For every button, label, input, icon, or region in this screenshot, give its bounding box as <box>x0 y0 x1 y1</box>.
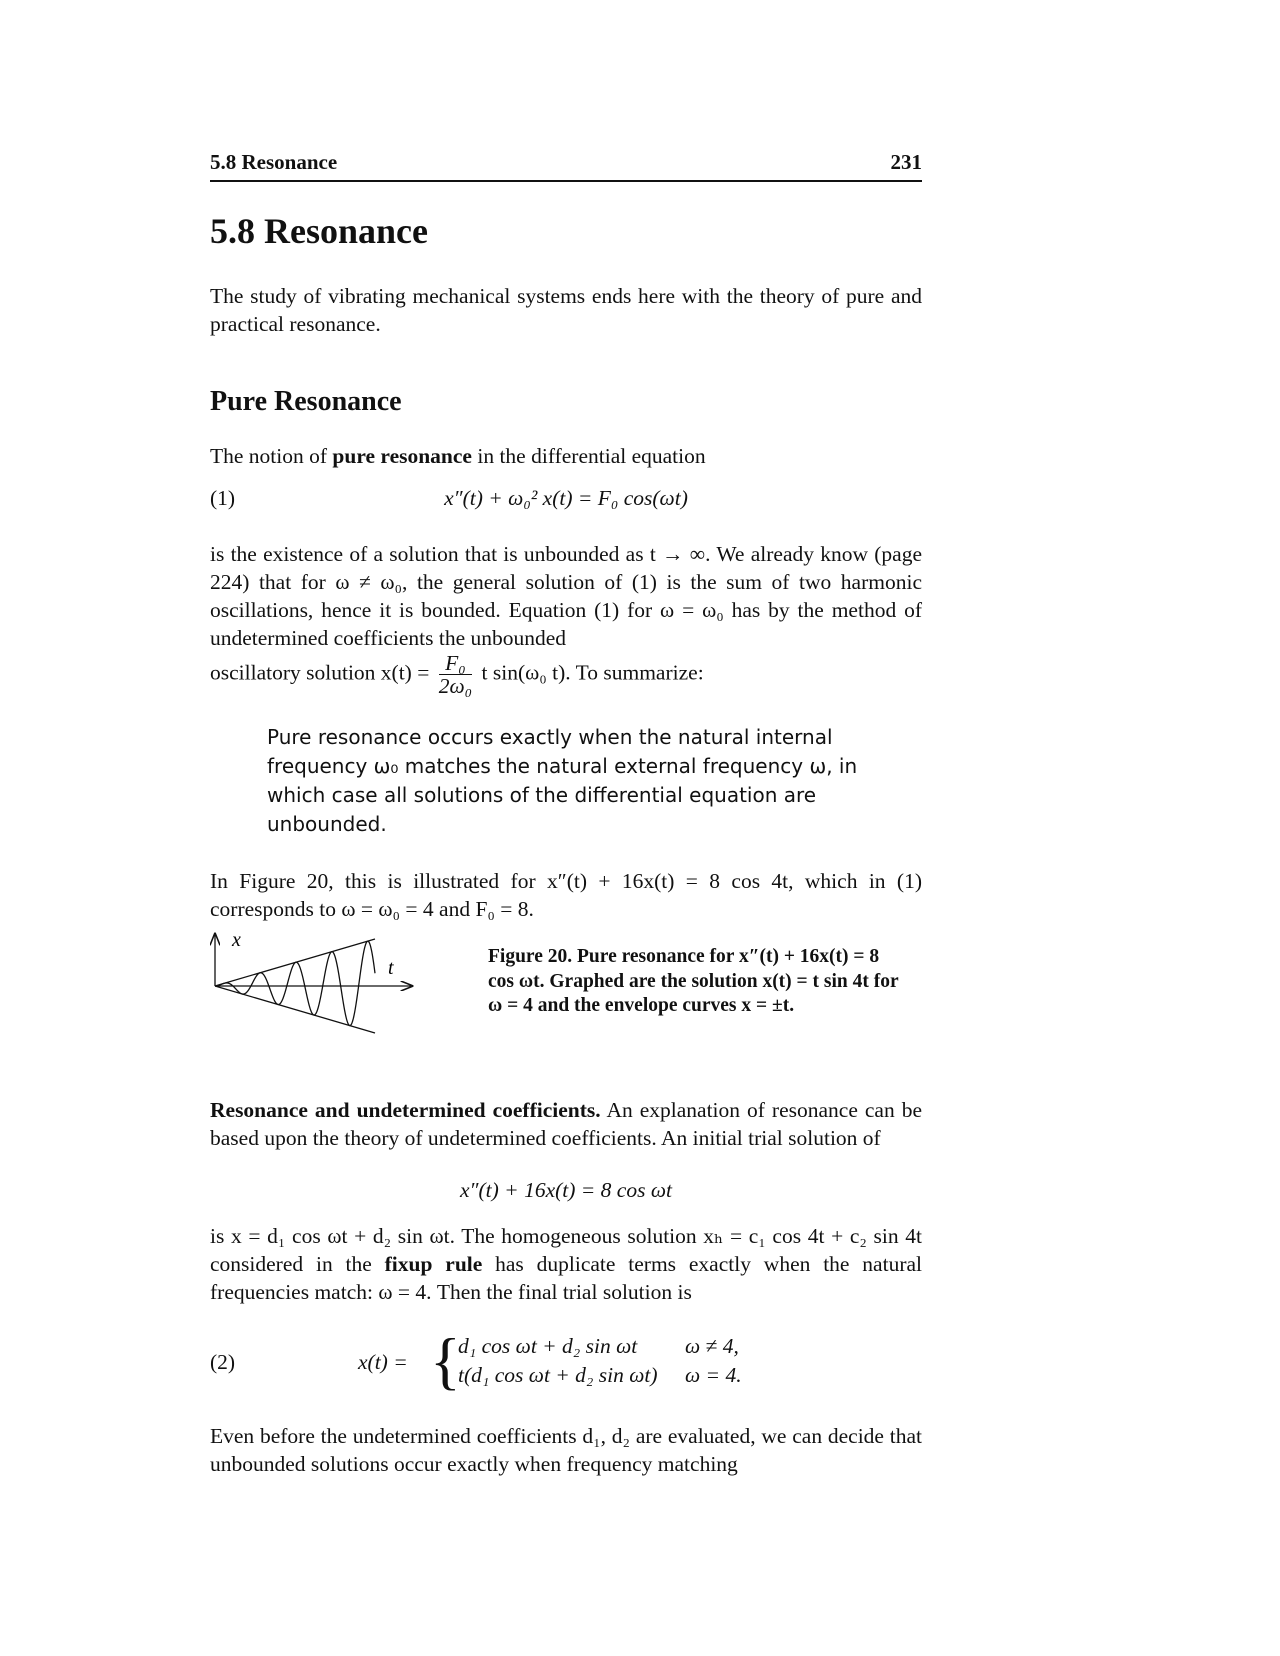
equation-conditions: ω ≠ 4, ω = 4. <box>685 1334 742 1387</box>
equation-1 <box>210 478 922 518</box>
t-axis-label: t <box>388 957 394 979</box>
fixup-rule-term: fixup rule <box>384 1252 483 1276</box>
page <box>210 150 922 1478</box>
fraction: $\frac{\text{F₀}}{\text{2ω₀}}$ <box>438 651 473 698</box>
resonance-paragraph: Resonance and undetermined coefficients. An explanation of resonance can be based upon the theory of undetermined coefficients. An initial trial solution of <box>210 1098 922 1150</box>
display-equation: x″(t) + 16x(t) = 8 cos ωt <box>460 1178 672 1202</box>
solution-curve <box>215 941 375 1025</box>
figure-20 <box>210 929 922 1064</box>
equation-body: x″(t) + ω₀² x(t) = F₀ cos(ωt) <box>444 486 688 510</box>
figure-caption: Figure 20. Pure resonance for x″(t) + 16x(t) = 8 cos ωt. Graphed are the solution x(t) = t sin 4t for ω = 4 and the envelope curves x = ±t. <box>488 946 899 1016</box>
subsection-title: Pure Resonance <box>210 386 402 417</box>
equation-2 <box>210 1325 922 1400</box>
equation-cases: d₁ cos ωt + d₂ sin ωt t(d₁ cos ωt + d₂ sin ωt) <box>458 1334 658 1387</box>
equation-lhs: x(t) = <box>358 1350 408 1374</box>
section-title: 5.8 Resonance <box>210 211 428 251</box>
envelope-lower <box>215 986 375 1033</box>
final-paragraph: Even before the undetermined coefficients d₁, d₂ are evaluated, we can decide that unbounded solutions occur exactly when frequency matching <box>210 1424 922 1476</box>
paragraph-heading: Resonance and undetermined coefficients. <box>210 1098 601 1122</box>
x-axis-label: x <box>232 929 241 951</box>
equation-number: (2) <box>210 1350 236 1374</box>
resonance-plot <box>210 929 470 1064</box>
homogeneous-paragraph: is x = d₁ cos ωt + d₂ sin ωt. The homogeneous solution xₕ = c₁ cos 4t + c₂ sin 4t considered in the fixup rule has duplicate terms exactly when the natural frequencies match: ω = 4. Then the final trial solution is <box>210 1224 922 1304</box>
result-box: Pure resonance occurs exactly when the natural internal frequency ω₀ matches the natural external frequency ω, in which case all solutions of the differential equation are unbounded. <box>267 725 858 836</box>
page-number: 231 <box>890 150 922 174</box>
equation-number: (1) <box>210 486 236 510</box>
notion-paragraph: The notion of pure resonance in the differential equation <box>210 444 706 468</box>
figure-reference-paragraph: In Figure 20, this is illustrated for x″(t) + 16x(t) = 8 cos 4t, which in (1) corresponds to ω = ω₀ = 4 and F₀ = 8. <box>210 869 922 921</box>
left-brace: { <box>430 1325 461 1396</box>
pure-resonance-term: pure resonance <box>332 444 472 468</box>
intro-paragraph: The study of vibrating mechanical systems ends here with the theory of pure and practical resonance. <box>210 284 922 336</box>
header-section: 5.8 Resonance <box>210 150 338 174</box>
running-header <box>210 150 922 182</box>
explanation-paragraph: is the existence of a solution that is unbounded as t → ∞. We already know (page 224) that for ω ≠ ω₀, the general solution of (1) is the sum of two harmonic oscillations, hence it is bounded. Equation (1) for ω = ω₀ has by the method of undetermined coefficients the unbounded oscillatory solution x(t) = $\frac{\text{F₀}}{\text{2ω₀}}$ t sin(ω₀ t). To summarize: <box>210 542 922 698</box>
